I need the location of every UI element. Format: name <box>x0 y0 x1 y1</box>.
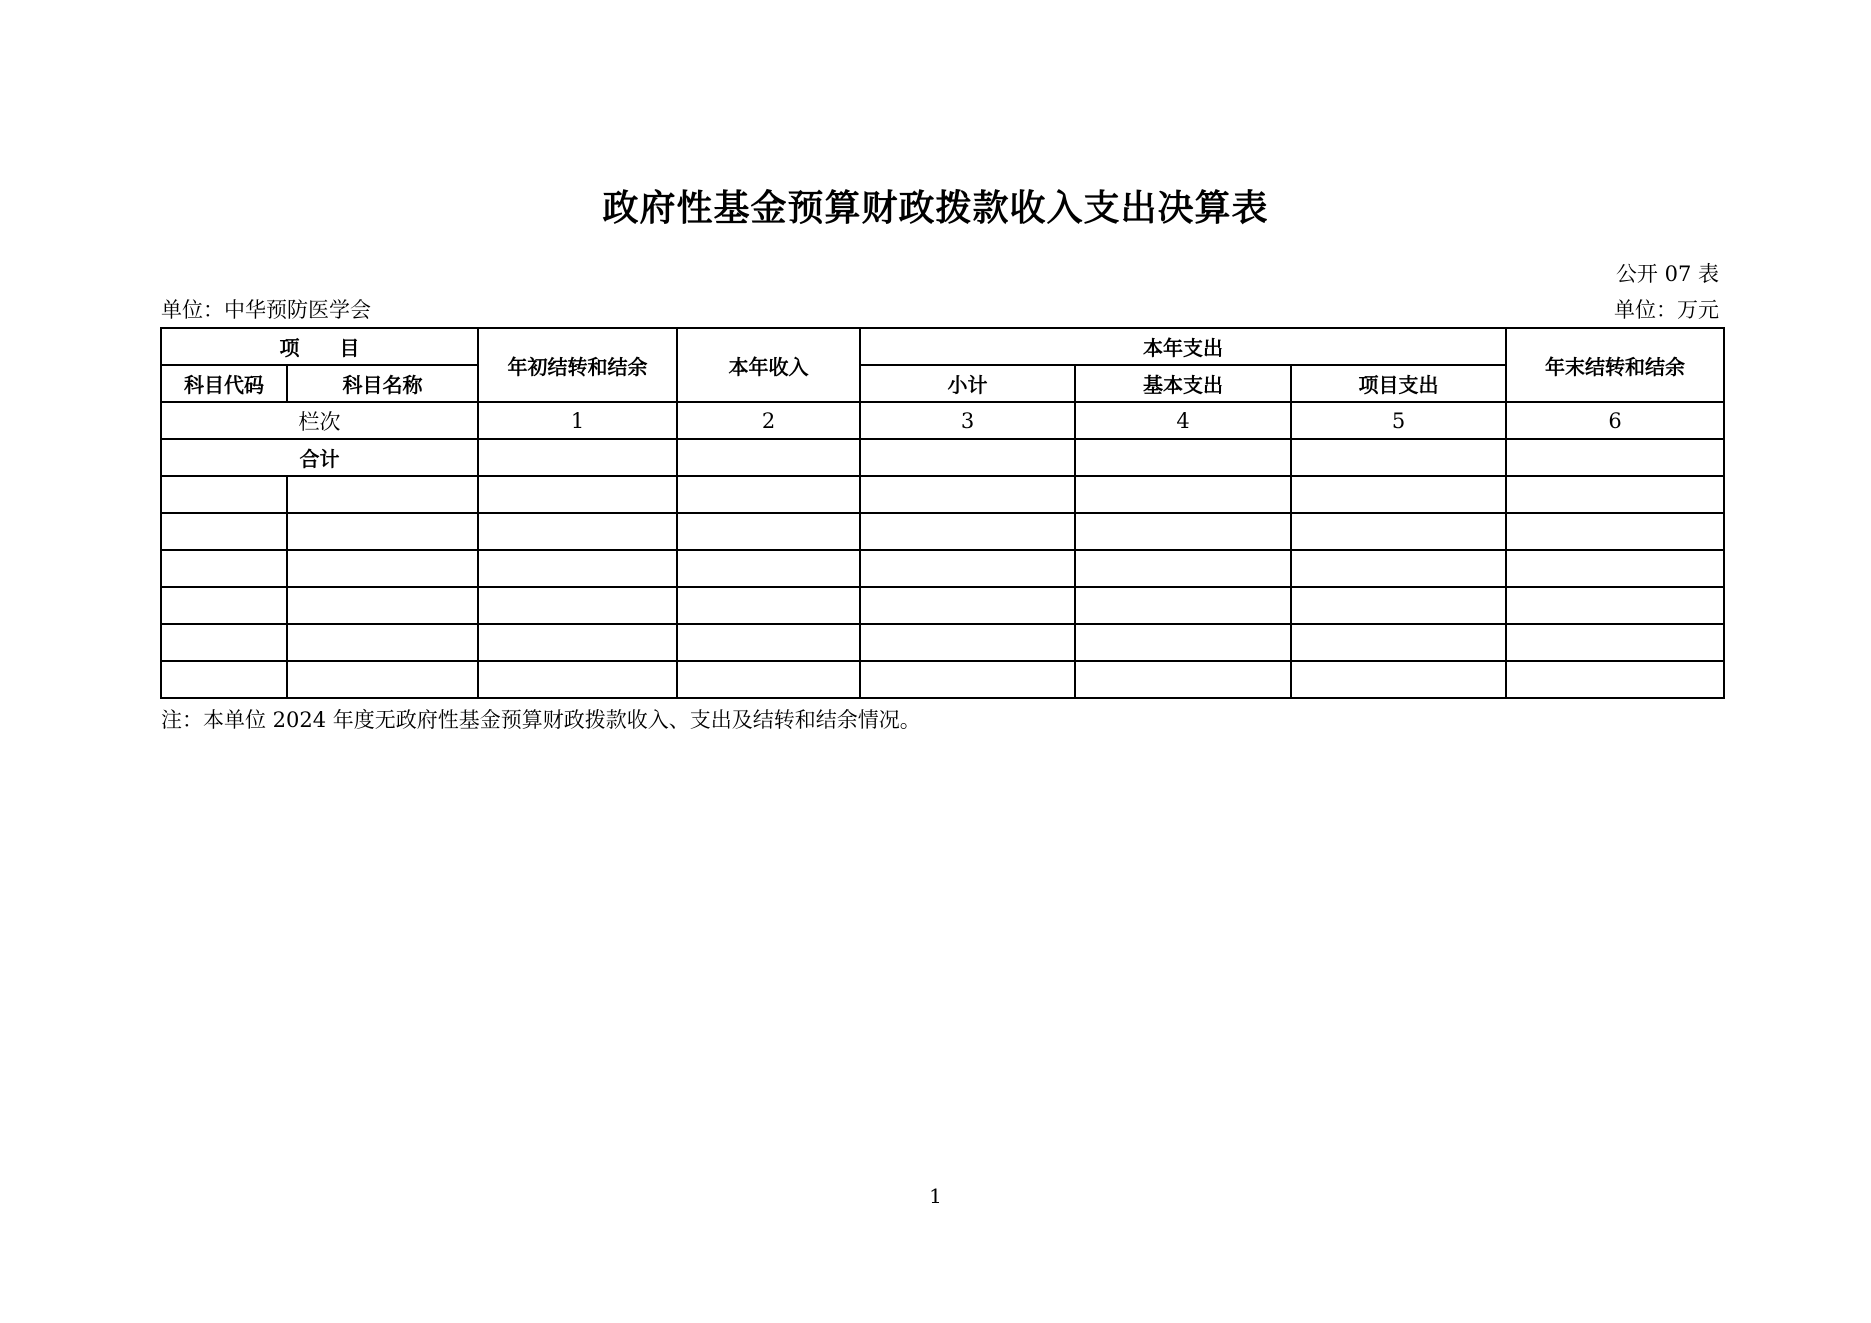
column-number: 1 <box>478 402 677 439</box>
total-cell <box>1291 439 1506 476</box>
table-cell <box>161 624 287 661</box>
header-item: 项 目 <box>161 328 478 365</box>
table-cell <box>287 661 478 698</box>
table-cell <box>287 550 478 587</box>
table-cell <box>677 476 860 513</box>
column-number: 4 <box>1075 402 1291 439</box>
table-cell <box>1506 513 1724 550</box>
column-number: 3 <box>860 402 1075 439</box>
column-number-row <box>161 402 1724 439</box>
table-cell <box>287 587 478 624</box>
header-code: 科目代码 <box>161 365 287 402</box>
table-cell <box>1291 513 1506 550</box>
table-cell <box>1291 624 1506 661</box>
table-cell <box>1291 476 1506 513</box>
table-cell <box>860 513 1075 550</box>
column-label: 栏次 <box>161 402 478 439</box>
table-cell <box>287 624 478 661</box>
footnote: 注：本单位 2024 年度无政府性基金预算财政拨款收入、支出及结转和结余情况。 <box>161 708 921 732</box>
table-cell <box>1075 587 1291 624</box>
header-name: 科目名称 <box>287 365 478 402</box>
total-label: 合计 <box>161 439 478 476</box>
header-subtotal: 小计 <box>860 365 1075 402</box>
header-begin-balance: 年初结转和结余 <box>478 328 677 402</box>
table-cell <box>860 587 1075 624</box>
page-title: 政府性基金预算财政拨款收入支出决算表 <box>602 188 1269 229</box>
unit-organization: 单位：中华预防医学会 <box>161 298 371 322</box>
table-cell <box>1506 587 1724 624</box>
table-cell <box>1506 661 1724 698</box>
table-cell <box>677 550 860 587</box>
table-row <box>161 476 1724 513</box>
table-cell <box>1291 661 1506 698</box>
table-cell <box>1075 550 1291 587</box>
table-cell <box>478 624 677 661</box>
table-cell <box>860 624 1075 661</box>
data-rows <box>161 476 1724 698</box>
header-row-2 <box>161 365 1724 402</box>
table-cell <box>1075 476 1291 513</box>
total-cell <box>478 439 677 476</box>
header-project: 项目支出 <box>1291 365 1506 402</box>
table-row <box>161 661 1724 698</box>
table-cell <box>677 513 860 550</box>
table-cell <box>161 476 287 513</box>
table-row <box>161 550 1724 587</box>
header-expense: 本年支出 <box>860 328 1506 365</box>
table-cell <box>1291 550 1506 587</box>
table-cell <box>1075 513 1291 550</box>
table-cell <box>161 513 287 550</box>
form-number: 公开 07 表 <box>1615 262 1719 286</box>
page-number: 1 <box>929 1184 942 1208</box>
header-basic: 基本支出 <box>1075 365 1291 402</box>
table-cell <box>1075 661 1291 698</box>
table-cell <box>161 661 287 698</box>
table-row <box>161 587 1724 624</box>
total-cell <box>1506 439 1724 476</box>
header-income: 本年收入 <box>677 328 860 402</box>
table-cell <box>1506 624 1724 661</box>
unit-currency: 单位：万元 <box>1614 298 1719 322</box>
table-row <box>161 624 1724 661</box>
table-cell <box>287 513 478 550</box>
total-cell <box>1075 439 1291 476</box>
header-row-1 <box>161 328 1724 365</box>
total-cell <box>677 439 860 476</box>
table-cell <box>860 550 1075 587</box>
header-end-balance: 年末结转和结余 <box>1506 328 1724 402</box>
table-cell <box>860 661 1075 698</box>
table-cell <box>860 476 1075 513</box>
table-cell <box>161 550 287 587</box>
column-number: 6 <box>1506 402 1724 439</box>
table-cell <box>677 624 860 661</box>
table-cell <box>1291 587 1506 624</box>
table-cell <box>1506 550 1724 587</box>
total-cell <box>860 439 1075 476</box>
table-cell <box>478 476 677 513</box>
table-cell <box>677 587 860 624</box>
table-cell <box>1506 476 1724 513</box>
total-row <box>161 439 1724 476</box>
table-cell <box>478 513 677 550</box>
table-cell <box>478 550 677 587</box>
table-cell <box>677 661 860 698</box>
column-number: 5 <box>1291 402 1506 439</box>
table-cell <box>161 587 287 624</box>
table-cell <box>478 587 677 624</box>
table-cell <box>1075 624 1291 661</box>
table-cell <box>478 661 677 698</box>
column-number: 2 <box>677 402 860 439</box>
budget-table <box>160 327 1725 699</box>
table-row <box>161 513 1724 550</box>
table-cell <box>287 476 478 513</box>
